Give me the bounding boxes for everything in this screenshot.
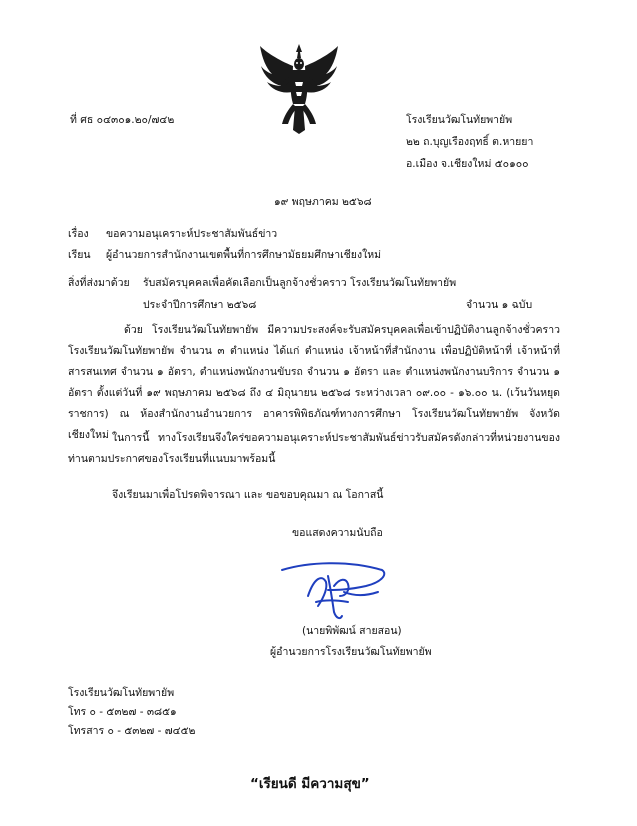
- reference-number: ที่ ศธ ๐๔๓๐๑.๒๐/๗๔๒: [70, 114, 175, 126]
- sender-name: โรงเรียนวัฒโนทัยพายัพ: [406, 114, 513, 126]
- recipient-label: เรียน: [68, 249, 91, 261]
- body-paragraph-2-text: ในการนี้ ทางโรงเรียนจึงใคร่ขอความอนุเคราะห์ประชาสัมพันธ์ข่าวรับสมัครดังกล่าวที่หน่วยงานของท่านตามประกาศของโรงเรียนที่แนบมาพร้อมนี้: [68, 432, 560, 465]
- closing-request: จึงเรียนมาเพื่อโปรดพิจารณา และ ขอขอบคุณมา ณ โอกาสนี้: [112, 489, 384, 501]
- subject-text: ขอความอนุเคราะห์ประชาสัมพันธ์ข่าว: [106, 228, 278, 240]
- footer-organization: โรงเรียนวัฒโนทัยพายัพ: [68, 687, 175, 699]
- signer-name: (นายพิพัฒน์ สายสอน): [302, 625, 402, 637]
- sender-address-line1: ๒๒ ถ.บุญเรืองฤทธิ์ ต.หายยา: [406, 136, 534, 148]
- closing-phrase: ขอแสดงความนับถือ: [292, 527, 383, 539]
- signer-title: ผู้อำนวยการโรงเรียนวัฒโนทัยพายัพ: [270, 646, 432, 658]
- body-paragraph-2: [68, 428, 560, 470]
- body-paragraph-1-text: ด้วย โรงเรียนวัฒโนทัยพายัพ มีความประสงค์จะรับสมัครบุคคลเพื่อเข้าปฏิบัติงานลูกจ้างชั่วคราว โรงเรียนวัฒโนทัยพายัพ จำนวน ๓ ตำแหน่ง ได้แก่ ตำแหน่ง เจ้าหน้าที่สำนักงาน เพื่อปฏิบัติหน้าที่ เจ้าหน้าที่สารสนเทศ จำนวน ๑ อัตรา, ตำแหน่งพนักงานขับรถ จำนวน ๑ อัตรา และ ตำแหน่งพนักงานบริการ จำนวน ๑ อัตรา ตั้งแต่วันที่ ๑๙ พฤษภาคม ๒๕๖๘ ถึง ๔ มิถุนายน ๒๕๖๘ ระหว่างเวลา ๐๙.๐๐ - ๑๖.๐๐ น. (เว้นวันหยุดราชการ) ณ ห้องสำนักงานอำนวยการ อาคารพิพิธภัณฑ์ทางการศึกษา โรงเรียนวัฒโนทัยพายัพ จังหวัดเชียงใหม่: [68, 324, 560, 441]
- recipient-text: ผู้อำนวยการสำนักงานเขตพื้นที่การศึกษามัธยมศึกษาเชียงใหม่: [106, 249, 382, 261]
- footer-fax: โทรสาร ๐ - ๕๓๒๗ - ๗๔๕๒: [68, 725, 196, 737]
- school-motto: “เรียนดี มีความสุข”: [250, 776, 370, 792]
- sender-address-line2: อ.เมือง จ.เชียงใหม่ ๕๐๑๐๐: [406, 158, 529, 170]
- subject-label: เรื่อง: [68, 228, 89, 240]
- signature-icon: [278, 556, 390, 624]
- enclosure-quantity: จำนวน ๑ ฉบับ: [466, 299, 533, 311]
- letter-date: ๑๙ พฤษภาคม ๒๕๖๘: [274, 196, 372, 208]
- garuda-emblem-icon: [258, 42, 340, 134]
- enclosure-line2: ประจำปีการศึกษา ๒๕๖๘: [143, 299, 257, 311]
- enclosure-label: สิ่งที่ส่งมาด้วย: [68, 277, 130, 289]
- footer-telephone: โทร ๐ - ๕๓๒๗ - ๓๘๕๑: [68, 706, 177, 718]
- enclosure-line1: รับสมัครบุคคลเพื่อคัดเลือกเป็นลูกจ้างชั่วคราว โรงเรียนวัฒโนทัยพายัพ: [143, 277, 457, 289]
